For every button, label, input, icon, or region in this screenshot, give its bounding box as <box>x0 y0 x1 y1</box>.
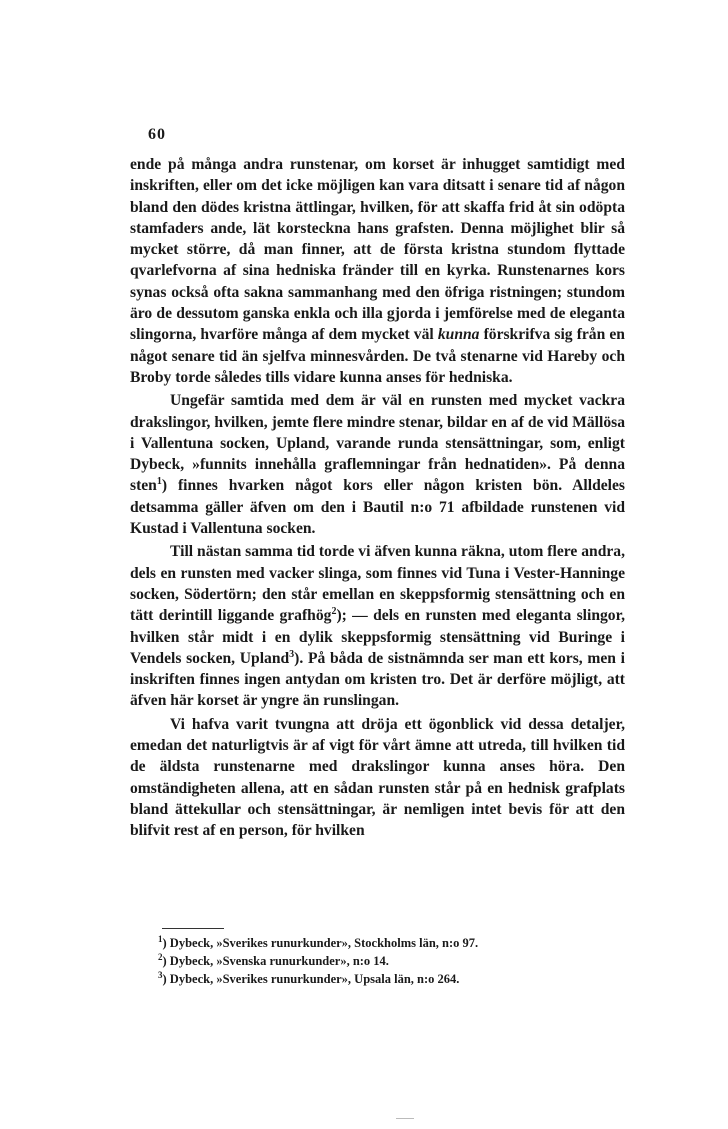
paragraph-text: ende på många andra runstenar, om korset är inhugget samtidigt med inskriften, eller om det icke möjligen kan vara ditsatt i senare tid af någon bland den dödes kristna ättlingar, hvilken, för att skaffa frid åt sin odöpta stamfaders ande, lät korsteckna hans grafsten. Denna möjlighet blir så mycket större, då man finner, att de första kristna stundom flyttade qvarlefvorna af sina hedniska fränder till en kyrka. Runstenarnes kors synas också ofta sakna sammanhang med den öfriga ristningen; stundom äro de dessutom ganska enkla och illa gjorda i jemförelse med de eleganta slingorna, hvarföre många af dem mycket väl <box>130 156 625 344</box>
paragraph-text: ). På båda de sistnämnda ser man ett kors, men i inskriften finnes ingen antydan om kristen tro. Det är derföre möjligt, att äfven här korset är yngre än runslingan. <box>130 649 625 710</box>
footnote-reference[interactable]: 3 <box>289 648 295 660</box>
paragraph-text: ) finnes hvarken något kors eller någon kristen bön. Alldeles detsamma gäller äfven om den i Bautil n:o 71 afbildade runstenen vid Kustad i Vallentuna socken. <box>130 477 625 538</box>
footnote-reference[interactable]: 1 <box>156 476 162 488</box>
footnote-text: ) Dybeck, »Sverikes runurkunder», Upsala län, n:o 264. <box>162 972 460 986</box>
footnote-2 <box>158 952 618 970</box>
paragraph-text: Till nästan samma tid torde vi äfven kunna räkna, utom flere andra, dels en runsten med vacker slinga, som finnes vid Tuna i Vester-Hanninge socken, Södertörn; den står emellan en skeppsformig stensättning och en tätt derintill liggande grafhög <box>130 543 625 625</box>
paragraph-text: Vi hafva varit tvungna att dröja ett ögonblick vid dessa detaljer, emedan det naturligtvis är af vigt för vårt ämne att utreda, till hvilken tid de äldsta runstenarne med drakslingor kunna anses höra. Den omständigheten allena, att en sådan runsten står på en hednisk grafplats bland ättekullar och stensättningar, är nemligen intet bevis för att den blifvit rest af en person, för hvilken <box>130 715 625 840</box>
footnote-mark: 2 <box>158 951 163 962</box>
footnotes <box>158 934 618 988</box>
paragraph-2 <box>130 390 625 539</box>
italic-word: kunna <box>437 326 480 344</box>
paragraph-text: förskrifva sig från en något senare tid än sjelfva minnesvården. De två stenarne vid Hareby och Broby torde således tills vidare kunna anses för hedniska. <box>130 326 625 386</box>
scan-edge-mark <box>396 1118 414 1119</box>
body-text <box>130 154 625 842</box>
footnote-mark: 3 <box>158 969 163 980</box>
paragraph-1 <box>130 154 625 388</box>
paragraph-3 <box>130 541 625 711</box>
footnote-divider <box>162 928 224 929</box>
paragraph-text: ); — dels en runsten med eleganta slingor, hvilken står midt i en dylik skeppsformig stensättning vid Buringe i Vendels socken, Upland <box>130 607 625 667</box>
paragraph-text: Ungefär samtida med dem är väl en runsten med mycket vackra drakslingor, hvilken, jemte flere mindre stenar, bildar en af de vid Mällösa i Vallentuna socken, Upland, varande runda stensättningar, som, enligt Dybeck, »funnits innehålla graflemningar från hednatiden». På denna sten <box>130 392 625 495</box>
footnote-1 <box>158 934 618 952</box>
page-number: 60 <box>148 126 166 143</box>
footnote-text: ) Dybeck, »Svenska runurkunder», n:o 14. <box>162 954 389 968</box>
footnote-mark: 1 <box>158 933 163 944</box>
footnote-reference[interactable]: 2 <box>331 606 337 618</box>
footnote-text: ) Dybeck, »Sverikes runurkunder», Stockholms län, n:o 97. <box>162 936 479 950</box>
paragraph-4 <box>130 714 625 842</box>
footnote-3 <box>158 970 618 988</box>
